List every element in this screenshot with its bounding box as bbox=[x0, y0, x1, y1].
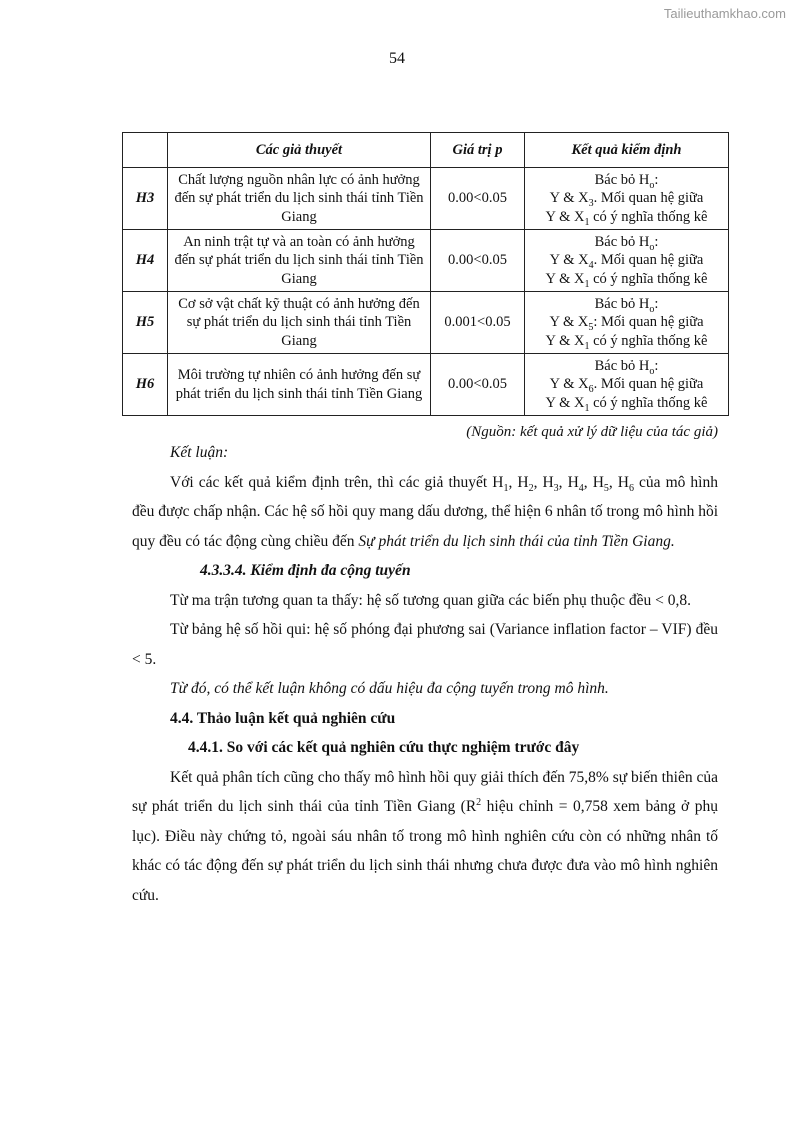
paragraph-correlation: Từ ma trận tương quan ta thấy: hệ số tương quan giữa các biến phụ thuộc đều < 0,8. bbox=[170, 591, 692, 609]
table-source-note: (Nguồn: kết quả xử lý dữ liệu của tác giả) bbox=[466, 424, 718, 440]
paragraph-discussion: Kết quả phân tích cũng cho thấy mô hình hồi quy giải thích đến 75,8% sự biến thiên của sự phát triển du lịch sinh thái của tỉnh Tiền Giang ($R^2$ hiệu chỉnh = 0,758 xem bảng ở phụ lục). Điều này chứng tỏ, ngoài sáu nhân tố trong mô hình nghiên cứu còn có những nhân tố khác có tác động đến sự phát triển du lịch sinh thái nhưng chưa được đưa vào mô hình nghiên cứu. bbox=[132, 768, 718, 904]
hypothesis-code: H4 bbox=[123, 230, 168, 292]
p-value: 0.00<0.05 bbox=[431, 354, 525, 416]
conclusion-label: Kết luận: bbox=[170, 444, 229, 461]
table-header-cell: Kết quả kiểm định bbox=[525, 133, 729, 168]
section-heading-44: 4.4. Thảo luận kết quả nghiên cứu bbox=[170, 709, 396, 727]
table-row bbox=[123, 354, 729, 416]
section-heading-441: 4.4.1. So với các kết quả nghiên cứu thực nghiệm trước đây bbox=[188, 739, 580, 756]
table-header-cell: Giá trị p bbox=[431, 133, 525, 168]
p-value: 0.00<0.05 bbox=[431, 168, 525, 230]
paragraph-vif: Từ bảng hệ số hồi qui: hệ số phóng đại phương sai (Variance inflation factor – VIF) đều < 5. bbox=[132, 621, 718, 668]
test-result: Bác bỏ $H_o$: Y & $X_3$. Mối quan hệ giữa Y & $X_1$ có ý nghĩa thống kê bbox=[525, 168, 729, 230]
table-header-cell bbox=[123, 133, 168, 168]
section-heading-4334: 4.3.3.4. Kiểm định đa cộng tuyến bbox=[200, 562, 411, 579]
table-row bbox=[123, 168, 729, 230]
table-header-cell: Các giả thuyết bbox=[168, 133, 431, 168]
table-row bbox=[123, 292, 729, 354]
hypothesis-code: H6 bbox=[123, 354, 168, 416]
hypothesis-text: Cơ sở vật chất kỹ thuật có ảnh hưởng đến sự phát triển du lịch sinh thái tỉnh Tiền Giang bbox=[168, 292, 431, 354]
hypothesis-table bbox=[122, 132, 729, 416]
p-value: 0.00<0.05 bbox=[431, 230, 525, 292]
hypothesis-text: Môi trường tự nhiên có ảnh hưởng đến sự phát triển du lịch sinh thái tỉnh Tiền Giang bbox=[168, 354, 431, 416]
body-text bbox=[132, 438, 718, 910]
hypothesis-code: H3 bbox=[123, 168, 168, 230]
test-result: Bác bỏ $H_o$: Y & $X_6$. Mối quan hệ giữa Y & $X_1$ có ý nghĩa thống kê bbox=[525, 354, 729, 416]
p-value: 0.001<0.05 bbox=[431, 292, 525, 354]
test-result: Bác bỏ $H_o$: Y & $X_5$: Mối quan hệ giữa Y & $X_1$ có ý nghĩa thống kê bbox=[525, 292, 729, 354]
page-number: 54 bbox=[389, 50, 405, 67]
paragraph-multicollinearity-conclusion: Từ đó, có thể kết luận không có dấu hiệu đa cộng tuyến trong mô hình. bbox=[170, 680, 609, 697]
hypothesis-text: An ninh trật tự và an toàn có ảnh hưởng đến sự phát triển du lịch sinh thái tỉnh Tiền Giang bbox=[168, 230, 431, 292]
test-result: Bác bỏ $H_o$: Y & $X_4$. Mối quan hệ giữa Y & $X_1$ có ý nghĩa thống kê bbox=[525, 230, 729, 292]
hypothesis-code: H5 bbox=[123, 292, 168, 354]
paragraph-conclusion: Với các kết quả kiểm định trên, thì các giả thuyết $H_1$, $H_2$, $H_3$, $H_4$, $H_5$, $H_6$ của mô hình đều được chấp nhận. Các hệ số hồi quy mang dấu dương, thể hiện 6 nhân tố trong mô hình hồi quy đều có tác động cùng chiều đến Sự phát triển du lịch sinh thái của tỉnh Tiền Giang. bbox=[132, 473, 718, 550]
table-header-row bbox=[123, 133, 729, 168]
table-row bbox=[123, 230, 729, 292]
hypothesis-text: Chất lượng nguồn nhân lực có ảnh hưởng đến sự phát triển du lịch sinh thái tỉnh Tiền Giang bbox=[168, 168, 431, 230]
watermark: Tailieuthamkhao.com bbox=[663, 6, 786, 21]
